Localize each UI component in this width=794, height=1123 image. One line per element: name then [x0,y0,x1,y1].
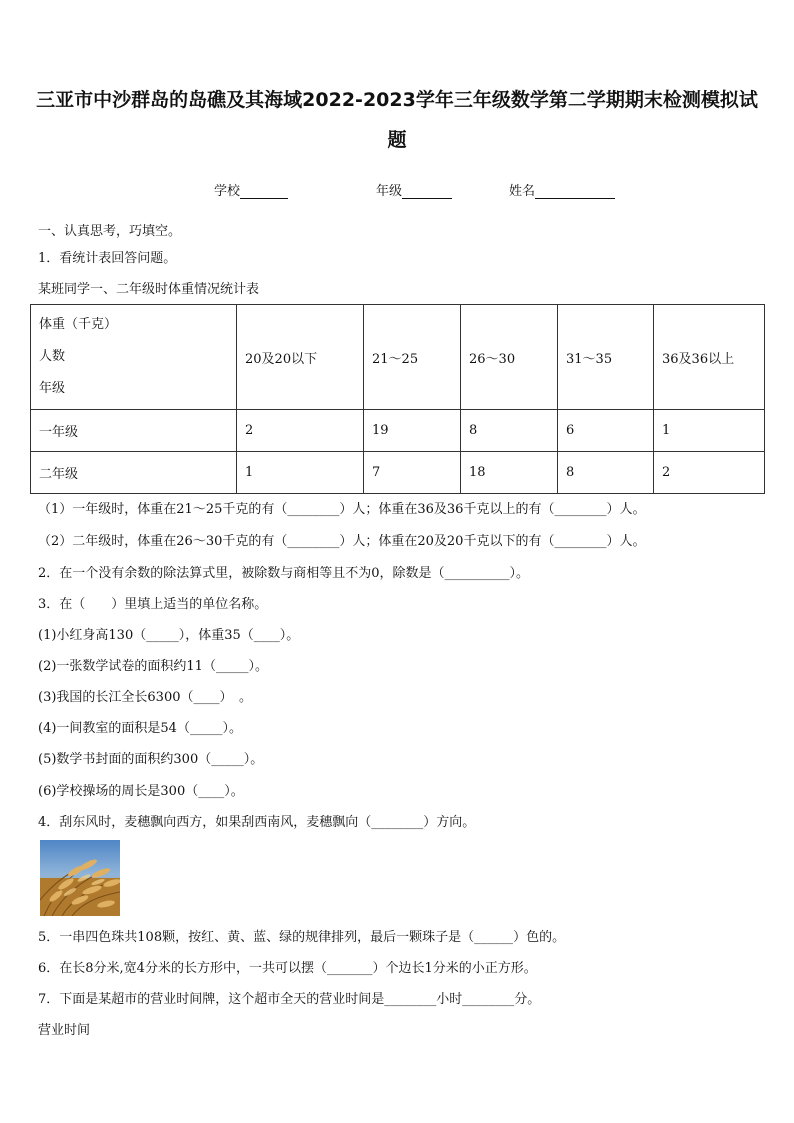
table-cell: 1 [237,452,364,494]
question-5: 5．一串四色珠共108颗，按红、黄、蓝、绿的规律排列，最后一颗珠子是（______）色的。 [38,930,566,945]
question-1-part-2: （2）二年级时，体重在26～30千克的有（________）人；体重在20及20千克以下的有（________）人。 [38,534,646,549]
question-3-item: (2)一张数学试卷的面积约11（_____）。 [38,659,268,674]
table-cell: 1 [654,410,765,452]
row-header: 二年级 [31,452,237,494]
table-row [31,452,765,494]
table-cell: 2 [237,410,364,452]
question-4: 4．刮东风时，麦穗飘向西方，如果刮西南风，麦穗飘向（________）方向。 [38,815,476,830]
header-people: 人数 [39,349,66,364]
wheat-image [40,840,120,916]
question-3-item: (3)我国的长江全长6300（____） 。 [38,690,252,705]
table-cell: 6 [558,410,654,452]
table-title: 某班同学一、二年级时体重情况统计表 [38,282,260,297]
column-header: 31～35 [558,305,654,410]
school-label: 学校 [214,184,241,199]
question-1-part-1: （1）一年级时，体重在21～25千克的有（________）人；体重在36及36千克以上的有（________）人。 [38,502,646,517]
header-weight: 体重（千克） [39,317,118,332]
column-header: 26～30 [461,305,558,410]
column-header: 21～25 [364,305,461,410]
table-cell: 18 [461,452,558,494]
table-row [31,410,765,452]
business-hours-label: 营业时间 [38,1023,91,1038]
table-cell: 8 [558,452,654,494]
table-cell: 19 [364,410,461,452]
name-blank[interactable] [535,184,615,199]
question-3: 3．在（ ）里填上适当的单位名称。 [38,597,268,612]
question-6: 6．在长8分米,宽4分米的长方形中，一共可以摆（_______）个边长1分米的小正方形。 [38,961,537,976]
column-header: 20及20以下 [237,305,364,410]
table-cell: 8 [461,410,558,452]
table-cell: 7 [364,452,461,494]
section-heading: 一、认真思考，巧填空。 [38,224,182,239]
grade-label: 年级 [376,184,403,199]
question-2: 2．在一个没有余数的除法算式里，被除数与商相等且不为0，除数是（__________）。 [38,566,530,581]
question-1: 1．看统计表回答问题。 [38,251,177,266]
table-header-row [31,305,765,410]
name-field[interactable] [509,180,615,199]
question-3-item: (6)学校操场的周长是300（____）。 [38,784,244,799]
school-blank[interactable] [240,184,288,199]
question-3-item: (5)数学书封面的面积约300（_____）。 [38,752,264,767]
page-title-line1: 三亚市中沙群岛的岛礁及其海域2022-2023学年三年级数学第二学期期末检测模拟试 [36,89,758,111]
question-7: 7．下面是某超市的营业时间牌，这个超市全天的营业时间是________小时________分。 [38,992,541,1007]
weight-stats-table [30,304,765,494]
name-label: 姓名 [509,184,536,199]
header-grade: 年级 [39,381,66,396]
diagonal-header-cell [31,305,237,410]
grade-blank[interactable] [402,184,452,199]
question-3-item: (4)一间教室的面积是54（_____）。 [38,721,242,736]
row-header: 一年级 [31,410,237,452]
column-header: 36及36以上 [654,305,765,410]
page-title-line2: 题 [387,129,407,151]
table-cell: 2 [654,452,765,494]
grade-field[interactable] [376,180,452,199]
school-field[interactable] [214,180,288,199]
question-3-item: (1)小红身高130（_____），体重35（____）。 [38,628,300,643]
